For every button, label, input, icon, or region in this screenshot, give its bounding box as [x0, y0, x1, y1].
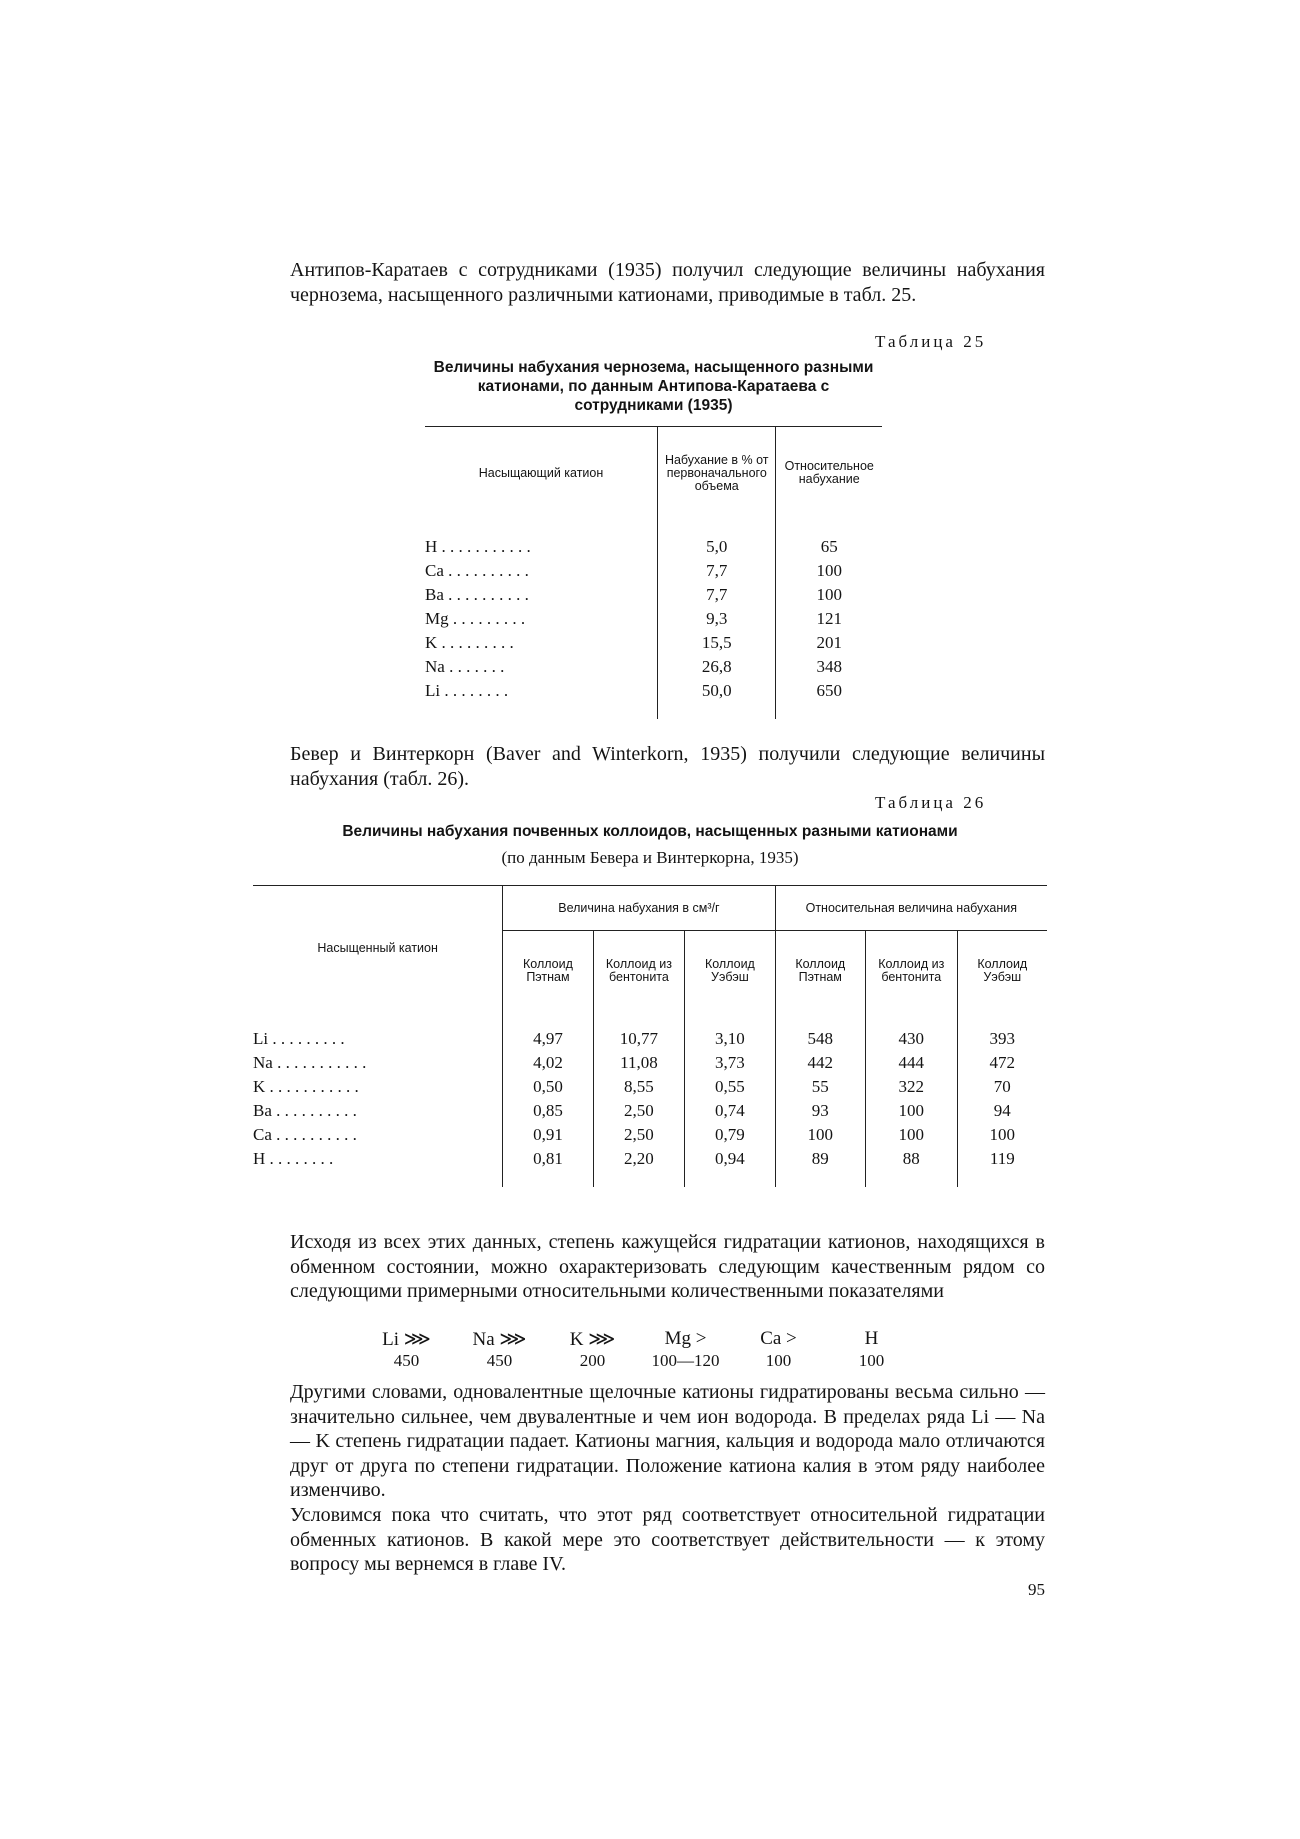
table26-cell: 10,77 [593, 1027, 685, 1051]
table26-subheader: Коллоид из бентонита [593, 931, 685, 1012]
table26-subheader: Коллоид Уэбэш [685, 931, 775, 1012]
table26-cell: 94 [957, 1099, 1047, 1123]
table26-cell: 548 [775, 1027, 865, 1051]
table25-swelling: 50,0 [658, 679, 776, 703]
table-row [425, 679, 882, 703]
table26-cell: 3,73 [685, 1051, 775, 1075]
table25-swelling: 9,3 [658, 607, 776, 631]
table25-header-swelling: Набухание в % от первоначального объема [658, 427, 776, 520]
table26-cation: K . . . . . . . . . . . [253, 1077, 359, 1096]
table25-relative: 201 [776, 631, 882, 655]
table-row [425, 583, 882, 607]
table26-cell: 472 [957, 1051, 1047, 1075]
table26-header-cation: Насыщенный катион [253, 886, 503, 1012]
table26-cell: 322 [865, 1075, 957, 1099]
table25-cation: H . . . . . . . . . . . [425, 537, 531, 556]
series-value: 450 [486, 1351, 513, 1370]
table-row [425, 607, 882, 631]
series-value: 100 [858, 1351, 885, 1370]
final-paragraph: Условимся пока что считать, что этот ряд соответствует относительной гидратации обменных катионов. В какой мере это соответствует действительности — к этому вопросу мы вернемся в главе IV. [290, 1504, 1045, 1575]
table-row [425, 559, 882, 583]
table26-cell: 100 [865, 1099, 957, 1123]
series-value: 100 [765, 1351, 792, 1370]
table26-cell: 70 [957, 1075, 1047, 1099]
table25-swelling: 15,5 [658, 631, 776, 655]
table-row [253, 1099, 1047, 1123]
table26-subheader: Коллоид Пэтнам [503, 931, 593, 1012]
table25-cation: Mg . . . . . . . . . [425, 609, 526, 628]
table26-cell: 0,91 [503, 1123, 593, 1147]
table25-relative: 348 [776, 655, 882, 679]
table26-cation: Ca . . . . . . . . . . [253, 1125, 357, 1144]
table26-cell: 11,08 [593, 1051, 685, 1075]
table25-relative: 650 [776, 679, 882, 703]
table25-swelling: 26,8 [658, 655, 776, 679]
table26-cell: 393 [957, 1027, 1047, 1051]
table25-swelling: 7,7 [658, 583, 776, 607]
table26-cell: 4,97 [503, 1027, 593, 1051]
table26-cell: 119 [957, 1147, 1047, 1171]
intro-paragraph: Антипов-Каратаев с сотрудниками (1935) получил следующие величины набухания чернозема, насыщенного различными катионами, приводимые в табл. 25. [290, 259, 1045, 306]
series-values [360, 1351, 920, 1371]
hydration-series [360, 1328, 920, 1371]
table26-cell: 100 [957, 1123, 1047, 1147]
table26-cell: 8,55 [593, 1075, 685, 1099]
table-row [253, 1051, 1047, 1075]
table26-subheader: Коллоид Пэтнам [775, 931, 865, 1012]
table25-header-relative: Относительное набухание [776, 427, 882, 520]
table25-swelling: 7,7 [658, 559, 776, 583]
table26-cell: 0,50 [503, 1075, 593, 1099]
table-row [253, 1075, 1047, 1099]
baver-paragraph: Бевер и Винтеркорн (Baver and Winterkorn, 1935) получили следующие величины набухания (табл. 26). [290, 743, 1045, 790]
table26-label: Таблица 26 [875, 793, 987, 812]
table25-relative: 121 [776, 607, 882, 631]
table26-cell: 55 [775, 1075, 865, 1099]
table26-cell: 0,55 [685, 1075, 775, 1099]
table26-cell: 4,02 [503, 1051, 593, 1075]
table26-cell: 0,85 [503, 1099, 593, 1123]
table26-cation: Li . . . . . . . . . [253, 1029, 345, 1048]
table25-relative: 100 [776, 583, 882, 607]
table25-header-row [425, 427, 882, 520]
series-cation: Li ⋙ [382, 1329, 431, 1350]
table26-cell: 0,94 [685, 1147, 775, 1171]
table26-header-group-relative: Относительная величина набухания [775, 886, 1047, 931]
series-value: 450 [393, 1351, 420, 1370]
table26-cell: 444 [865, 1051, 957, 1075]
series-cation: H [864, 1328, 879, 1349]
table26-cell: 2,50 [593, 1099, 685, 1123]
table26-cell: 0,81 [503, 1147, 593, 1171]
table25-title: Величины набухания чернозема, насыщенного разными катионами, по данным Антипова-Каратаева с сотрудниками (1935) [433, 359, 874, 414]
series-cation: Mg > [664, 1328, 707, 1349]
table25-cation: Li . . . . . . . . [425, 681, 509, 700]
table26-cell: 100 [865, 1123, 957, 1147]
table26-header-group-swelling: Величина набухания в см³/г [503, 886, 775, 931]
table26-subheader: Коллоид из бентонита [865, 931, 957, 1012]
table26-cell: 3,10 [685, 1027, 775, 1051]
table25-relative: 100 [776, 559, 882, 583]
table26-cell: 0,79 [685, 1123, 775, 1147]
table26-cell: 88 [865, 1147, 957, 1171]
series-cations [360, 1328, 920, 1351]
table26-cation: Ba . . . . . . . . . . [253, 1101, 357, 1120]
table-row [253, 1147, 1047, 1171]
table25-cation: Na . . . . . . . [425, 657, 505, 676]
table26-title: Величины набухания почвенных коллоидов, насыщенных разными катионами [342, 823, 958, 840]
table-row [425, 631, 882, 655]
table26-cation: Na . . . . . . . . . . . [253, 1053, 367, 1072]
table25-swelling: 5,0 [658, 535, 776, 559]
table26-cell: 2,20 [593, 1147, 685, 1171]
table-row [253, 1123, 1047, 1147]
series-value: 100—120 [651, 1351, 720, 1370]
series-cation: K ⋙ [569, 1329, 616, 1350]
table26-cell: 0,74 [685, 1099, 775, 1123]
table25-cation: Ca . . . . . . . . . . [425, 561, 529, 580]
table26-cell: 100 [775, 1123, 865, 1147]
table25 [425, 426, 882, 719]
table26-cell: 442 [775, 1051, 865, 1075]
table26-cell: 89 [775, 1147, 865, 1171]
table25-header-cation: Насыщающий катион [425, 427, 658, 520]
hydration-paragraph: Исходя из всех этих данных, степень кажущейся гидратации катионов, находящихся в обменном состоянии, можно охарактеризовать следующим качественным рядом со следующими примерными относительными количественными показателями [290, 1231, 1045, 1302]
series-cation: Na ⋙ [472, 1329, 527, 1350]
table25-cation: K . . . . . . . . . [425, 633, 514, 652]
table26-cell: 430 [865, 1027, 957, 1051]
table26 [253, 885, 1047, 1187]
table26-subheader: Коллоид Уэбэш [957, 931, 1047, 1012]
table26-cell: 2,50 [593, 1123, 685, 1147]
table26-cell: 93 [775, 1099, 865, 1123]
table-row [425, 535, 882, 559]
table26-cation: H . . . . . . . . [253, 1149, 334, 1168]
table26-subtitle: (по данным Бевера и Винтеркорна, 1935) [501, 848, 799, 867]
other-words-paragraph: Другими словами, одновалентные щелочные катионы гидратированы весьма сильно — значительно сильнее, чем двувалентные и чем ион водорода. В пределах ряда Li — Na — K степень гидратации падает. Катионы магния, кальция и водорода мало отличаются друг от друга по степени гидратации. Положение катиона калия в этом ряду наиболее изменчиво. [290, 1381, 1045, 1501]
table-row [253, 1027, 1047, 1051]
table25-cation: Ba . . . . . . . . . . [425, 585, 529, 604]
table25-relative: 65 [776, 535, 882, 559]
series-cation: Ca > [760, 1328, 797, 1349]
table-row [425, 655, 882, 679]
table25-label: Таблица 25 [875, 332, 987, 351]
series-value: 200 [579, 1351, 606, 1370]
page-number: 95 [1028, 1580, 1045, 1599]
